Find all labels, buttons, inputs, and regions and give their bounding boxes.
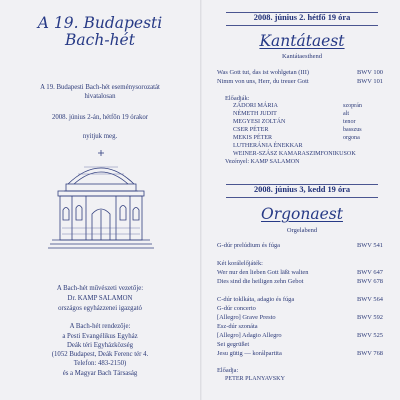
item-bwv: BWV 647 — [357, 269, 383, 276]
performer-name: LUTHERÁNIA ÉNEKKAR — [233, 143, 303, 149]
performer-row — [233, 135, 360, 142]
intro-line-4: nyitjuk meg. — [82, 133, 118, 140]
cantata-work — [217, 69, 397, 77]
director-name: Dr. KAMP SALAMON — [67, 295, 133, 302]
item-bwv: BWV 564 — [357, 296, 383, 303]
performer-role: tenor — [343, 119, 356, 125]
organ-subtitle: Orgelabend — [286, 227, 318, 234]
performer-role: alt — [343, 111, 350, 117]
organ-item — [217, 305, 397, 313]
organizer-line-2: Deák téri Egyházközség — [66, 342, 134, 349]
item-bwv: BWV 768 — [357, 350, 383, 357]
cantata-conductor: Vezényel: KAMP SALAMON — [225, 159, 300, 165]
performer-role: szoprán — [343, 103, 362, 109]
organ-date: 2008. június 3, kedd 19 óra — [253, 185, 351, 194]
work-bwv: BWV 100 — [357, 69, 383, 76]
work-bwv: BWV 101 — [357, 78, 383, 85]
item-bwv: BWV 525 — [357, 332, 383, 339]
performer-name: ZÁDORI MÁRIA — [233, 103, 278, 109]
director-title: országos egyházzenei igazgató — [58, 305, 142, 312]
performer-name: MEKIS PÉTER — [233, 135, 273, 141]
organ-item — [217, 332, 397, 340]
director-label: A Bach-hét művészeti vezetője: — [56, 285, 144, 292]
organizer-line-1: a Pesti Evangélikus Egyház — [62, 333, 138, 340]
organ-item — [217, 314, 397, 322]
organ-rule-bottom — [226, 197, 378, 198]
item-title: Jesu gütig — korálpartita — [217, 350, 282, 357]
performer-row — [233, 151, 356, 158]
organizer-label: A Bach-hét rendezője: — [69, 323, 131, 330]
intro-line-3: 2008. június 2-án, hétfőn 19 órakor — [51, 114, 149, 121]
performer-name: MEGYESI ZOLTÁN — [233, 119, 286, 125]
organ-item — [217, 350, 397, 358]
work-title: Was Gott tut, das ist wohlgetan (III) — [217, 69, 309, 76]
organ-performer-label: Előadja: — [217, 367, 239, 374]
cantata-subtitle: Kantátaesthend — [281, 53, 323, 60]
performer-role: orgona — [343, 135, 360, 141]
item-title: G-dúr prelúdium és fúga — [217, 242, 281, 249]
item-title: Dies sind die heiligen zehn Gebot — [217, 278, 304, 285]
item-bwv: BWV 678 — [357, 278, 383, 285]
work-title: Nimm von uns, Herr, du treuer Gott — [217, 78, 309, 85]
intro-line-1: A 19. Budapesti Bach-hét eseménysorozatát — [40, 84, 160, 91]
performer-name: CSER PÉTER — [233, 127, 269, 133]
performer-row — [233, 119, 356, 126]
item-bwv: BWV 592 — [357, 314, 383, 321]
cantata-performers-label: Előadják: — [225, 95, 250, 102]
festival-title-line1: A 19. Budapesti — [37, 14, 163, 32]
organ-item — [217, 323, 397, 331]
performer-role: basszus — [343, 127, 362, 133]
item-title: Két korálelőjáték: — [217, 260, 263, 267]
performer-name: NÉMETH JUDIT — [233, 111, 277, 117]
performer-name: WEINER-SZÁSZ KAMARASZIMFONIKUSOK — [233, 151, 356, 157]
cantata-rule-bottom — [226, 25, 378, 26]
performer-row — [233, 127, 362, 134]
organizer-address: (1052 Budapest, Deák Ferenc tér 4. — [51, 351, 149, 358]
intro-line-2: hivatalosan — [84, 93, 116, 100]
performer-row — [233, 143, 303, 150]
item-title: [Allegro] Grave Presto — [217, 314, 276, 321]
organ-item — [217, 296, 397, 304]
item-title: Sei gegrüßet — [217, 341, 250, 348]
performer-row — [233, 111, 350, 118]
organ-performer: PETER PLANYAVSKY — [225, 376, 285, 382]
item-title: Esz-dúr szonáta — [217, 323, 258, 330]
festival-title-line2: Bach-hét — [65, 31, 135, 49]
cantata-date: 2008. június 2. hétfő 19 óra — [253, 13, 351, 22]
organ-item — [217, 242, 397, 250]
page-fold — [200, 0, 202, 400]
cantata-work — [217, 78, 397, 86]
item-title: [Allegro] Adagio Allegro — [217, 332, 282, 339]
organ-item — [217, 269, 397, 277]
organ-title: Orgonaest — [261, 205, 343, 223]
church-illustration — [48, 150, 154, 250]
right-page — [204, 0, 400, 400]
performer-row — [233, 103, 362, 110]
organ-item — [217, 341, 397, 349]
organ-item — [217, 278, 397, 286]
organizer-line-3: és a Magyar Bach Társaság — [62, 370, 138, 377]
item-title: Wer nur den lieben Gott läßt walten — [217, 269, 309, 276]
cantata-title: Kantátaest — [259, 32, 345, 50]
organ-item — [217, 260, 397, 268]
item-title: G-dúr concerto — [217, 305, 256, 312]
organizer-phone: Telefon: 483-2150) — [73, 360, 127, 367]
item-bwv: BWV 541 — [357, 242, 383, 249]
item-title: C-dúr toklkáta, adagio és fúga — [217, 296, 295, 303]
